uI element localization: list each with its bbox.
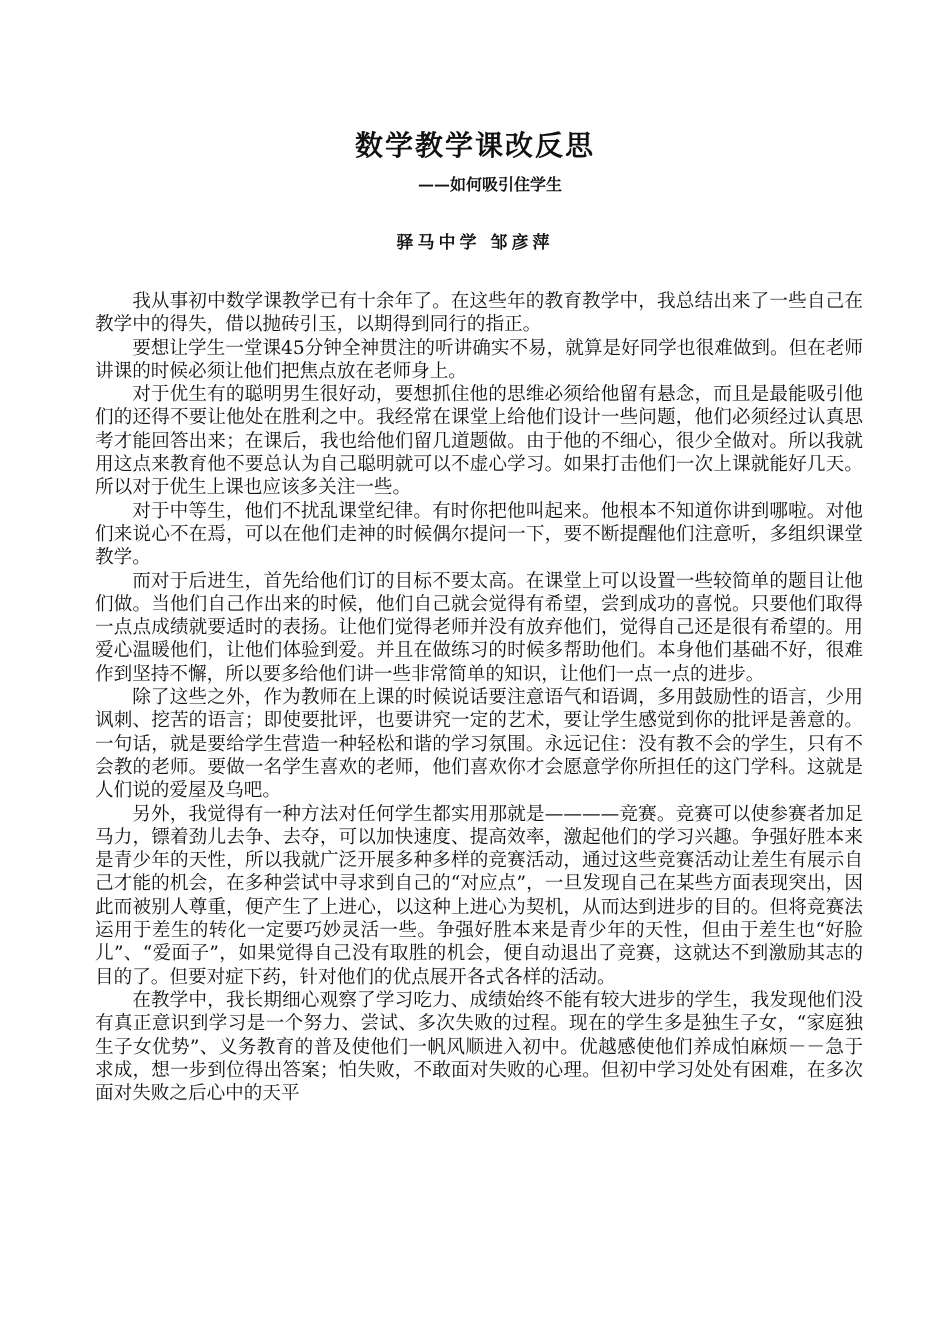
paragraph: 对于中等生，他们不扰乱课堂纪律。有时你把他叫起来。他根本不知道你讲到哪啦。对他们来说心不在焉，可以在他们走神的时候偶尔提问一下，要不断提醒他们注意听，多组织课堂教学。	[95, 500, 863, 569]
paragraph: 在教学中，我长期细心观察了学习吃力、成绩始终不能有较大进步的学生，我发现他们没有真正意识到学习是一个努力、尝试、多次失败的过程。现在的学生多是独生子女，“家庭独生子女优势”、义务教育的普及使他们一帆风顺进入初中。优越感使他们养成怕麻烦－－急于求成，想一步到位得出答案；怕失败，不敢面对失败的心理。但初中学习处处有困难，在多次面对失败之后心中的天平	[95, 989, 863, 1105]
paragraph: 而对于后进生，首先给他们订的目标不要太高。在课堂上可以设置一些较简单的题目让他们做。当他们自己作出来的时候，他们自己就会觉得有希望，尝到成功的喜悦。只要他们取得一点点成绩就要适时的表扬。让他们觉得老师并没有放弃他们，觉得自己还是很有希望的。用爱心温暖他们，让他们体验到爱。并且在做练习的时候多帮助他们。本身他们基础不好，很难作到坚持不懈，所以要多给他们讲一些非常简单的知识，让他们一点一点的进步。	[95, 570, 863, 685]
paragraph: 除了这些之外，作为教师在上课的时候说话要注意语气和语调，多用鼓励性的语言，少用讽刺、挖苦的语言；即使要批评，也要讲究一定的艺术，要让学生感觉到你的批评是善意的。一句话，就是要给学生营造一种轻松和谐的学习氛围。永远记住：没有教不会的学生，只有不会教的老师。要做一名学生喜欢的老师，他们喜欢你才会愿意学你所担任的这门学科。这就是人们说的爱屋及乌吧。	[95, 687, 863, 802]
paragraph: 我从事初中数学课教学已有十余年了。在这些年的教育教学中，我总结出来了一些自己在教学中的得失，借以抛砖引玉，以期得到同行的指正。	[95, 291, 863, 336]
paragraph: 要想让学生一堂课45分钟全神贯注的听讲确实不易，就算是好同学也很难做到。但在老师讲课的时候必须让他们把焦点放在老师身上。	[95, 337, 863, 382]
page-title: 数学教学课改反思	[354, 129, 595, 162]
article-body	[95, 290, 863, 1105]
page-subtitle: ——如何吸引住学生	[417, 175, 562, 194]
paragraph: 另外，我觉得有一种方法对任何学生都实用那就是————竞赛。竞赛可以使参赛者加足马力，镖着劲儿去争、去夺，可以加快速度、提高效率，激起他们的学习兴趣。争强好胜本来是青少年的天性，所以我就广泛开展多种多样的竞赛活动，通过这些竞赛活动让差生有展示自己才能的机会，在多种尝试中寻求到自己的“对应点”，一旦发现自己在某些方面表现突出，因此而被别人尊重，便产生了上进心，以这种上进心为契机，从而达到进步的目的。但将竞赛法运用于差生的转化一定要巧妙灵活一些。争强好胜本来是青少年的天性，但由于差生也“好脸儿”、“爱面子”，如果觉得自己没有取胜的机会，便自动退出了竞赛，这就达不到激励其志的目的了。但要对症下药，针对他们的优点展开各式各样的活动。	[95, 803, 863, 988]
paragraph: 对于优生有的聪明男生很好动，要想抓住他的思维必须给他留有悬念，而且是最能吸引他们的还得不要让他处在胜利之中。我经常在课堂上给他们设计一些问题，他们必须经过认真思考才能回答出来；在课后，我也给他们留几道题做。由于他的不细心，很少全做对。所以我就用这点来教育他不要总认为自己聪明就可以不虚心学习。如果打击他们一次上课就能好几天。所以对于优生上课也应该多关注一些。	[95, 384, 863, 499]
author-line: 驿马中学 邹彦萍	[396, 233, 554, 253]
